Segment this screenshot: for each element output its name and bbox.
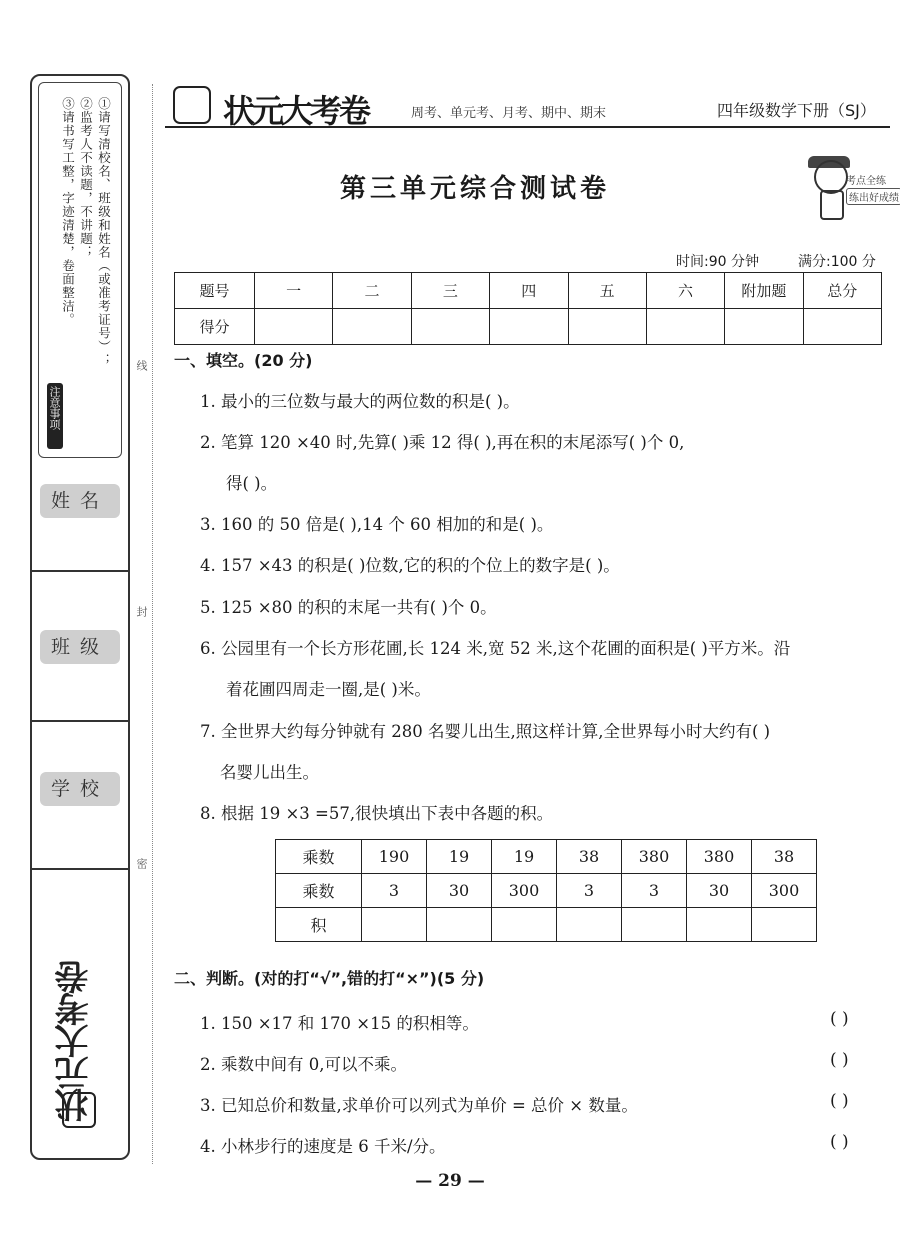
page-header bbox=[165, 82, 890, 130]
table-cell: 乘数 bbox=[276, 840, 362, 874]
table-cell: 3 bbox=[622, 874, 687, 908]
cut-label-line: 线 bbox=[135, 360, 148, 371]
question-item: 3. 已知总价和数量,求单价可以列式为单价 = 总价 × 数量。 bbox=[200, 1096, 638, 1115]
table-cell: 300 bbox=[752, 874, 817, 908]
table-cell: 3 bbox=[557, 874, 622, 908]
answer-paren[interactable]: ( ) bbox=[830, 1050, 849, 1070]
section-heading: 一、填空。(20 分) bbox=[174, 351, 313, 370]
table-cell: 19 bbox=[492, 840, 557, 874]
binding-strip bbox=[30, 74, 130, 1160]
score-input[interactable] bbox=[803, 309, 881, 345]
question-item: 2. 笔算 120 ×40 时,先算( )乘 12 得( ),再在积的末尾添写( )个 0, bbox=[200, 433, 685, 452]
notes-badge: 注意事项 bbox=[47, 383, 63, 449]
question-item: 8. 根据 19 ×3 =57,很快填出下表中各题的积。 bbox=[200, 804, 554, 823]
table-cell: 190 bbox=[362, 840, 427, 874]
answer-cell[interactable] bbox=[752, 908, 817, 942]
cut-label-seal: 封 bbox=[135, 606, 148, 617]
note-line-3: ③请书写工整，字迹清楚，卷面整洁。 bbox=[60, 97, 76, 327]
page-title: 第三单元综合测试卷 bbox=[340, 174, 611, 204]
page-number: — 29 — bbox=[415, 1171, 485, 1191]
mascot-image: 考点全练 练出好成绩 bbox=[806, 156, 882, 220]
school-field[interactable]: 学校 bbox=[40, 772, 120, 806]
table-cell: 三 bbox=[411, 273, 489, 309]
answer-cell[interactable] bbox=[557, 908, 622, 942]
score-input[interactable] bbox=[646, 309, 724, 345]
answer-cell[interactable] bbox=[427, 908, 492, 942]
question-item: 着花圃四周走一圈,是( )米。 bbox=[226, 680, 431, 699]
score-input[interactable] bbox=[333, 309, 411, 345]
class-field[interactable]: 班级 bbox=[40, 630, 120, 664]
table-cell: 3 bbox=[362, 874, 427, 908]
note-line-2: ②监考人不读题，不讲题； bbox=[78, 97, 94, 259]
answer-cell[interactable] bbox=[622, 908, 687, 942]
table-cell: 38 bbox=[557, 840, 622, 874]
table-cell: 五 bbox=[568, 273, 646, 309]
question-item: 1. 最小的三位数与最大的两位数的积是( )。 bbox=[200, 392, 520, 411]
question-item: 2. 乘数中间有 0,可以不乘。 bbox=[200, 1055, 407, 1074]
score-table bbox=[174, 272, 882, 345]
table-cell: 38 bbox=[752, 840, 817, 874]
product-table bbox=[275, 839, 817, 942]
note-line-1: ①请写清校名、班级和姓名（或准考证号）； bbox=[96, 97, 112, 367]
header-slogan: 周考、单元考、月考、期中、期末 bbox=[411, 106, 607, 121]
table-cell: 四 bbox=[490, 273, 568, 309]
table-cell: 附加题 bbox=[725, 273, 803, 309]
score-input[interactable] bbox=[568, 309, 646, 345]
table-cell: 积 bbox=[276, 908, 362, 942]
table-row bbox=[175, 309, 882, 345]
table-cell: 六 bbox=[646, 273, 724, 309]
exam-time: 时间:90 分钟 bbox=[676, 254, 759, 270]
cut-label-secret: 密 bbox=[135, 858, 148, 869]
header-rule bbox=[165, 126, 890, 128]
table-row bbox=[276, 908, 817, 942]
table-cell: 总分 bbox=[803, 273, 881, 309]
brand-name: 状元大考卷 bbox=[223, 92, 369, 130]
table-row bbox=[276, 874, 817, 908]
answer-cell[interactable] bbox=[492, 908, 557, 942]
question-item: 5. 125 ×80 的积的末尾一共有( )个 0。 bbox=[200, 598, 497, 617]
table-cell: 乘数 bbox=[276, 874, 362, 908]
answer-cell[interactable] bbox=[362, 908, 427, 942]
section-heading: 二、判断。(对的打“√”,错的打“×”)(5 分) bbox=[174, 969, 485, 988]
table-cell: 题号 bbox=[175, 273, 255, 309]
table-cell: 19 bbox=[427, 840, 492, 874]
question-item: 3. 160 的 50 倍是( ),14 个 60 相加的和是( )。 bbox=[200, 515, 554, 534]
table-cell: 30 bbox=[427, 874, 492, 908]
answer-paren[interactable]: ( ) bbox=[830, 1009, 849, 1029]
question-item: 7. 全世界大约每分钟就有 280 名婴儿出生,照这样计算,全世界每小时大约有( ) bbox=[200, 722, 771, 741]
question-item: 1. 150 ×17 和 170 ×15 的积相等。 bbox=[200, 1014, 479, 1033]
name-field[interactable]: 姓名 bbox=[40, 484, 120, 518]
full-score: 满分:100 分 bbox=[798, 254, 876, 270]
table-cell: 300 bbox=[492, 874, 557, 908]
table-cell: 二 bbox=[333, 273, 411, 309]
score-input[interactable] bbox=[255, 309, 333, 345]
grade-label: 四年级数学下册（SJ） bbox=[717, 101, 876, 120]
answer-cell[interactable] bbox=[687, 908, 752, 942]
brand-logo-icon bbox=[173, 86, 211, 124]
question-item: 4. 小林步行的速度是 6 千米/分。 bbox=[200, 1137, 446, 1156]
side-logo: 状元大考卷 bbox=[50, 916, 110, 1146]
answer-paren[interactable]: ( ) bbox=[830, 1132, 849, 1152]
score-input[interactable] bbox=[411, 309, 489, 345]
table-row bbox=[175, 273, 882, 309]
table-cell: 380 bbox=[687, 840, 752, 874]
question-item: 4. 157 ×43 的积是( )位数,它的积的个位上的数字是( )。 bbox=[200, 556, 620, 575]
cut-line bbox=[152, 84, 153, 1164]
question-item: 名婴儿出生。 bbox=[220, 763, 319, 782]
exam-notes bbox=[38, 82, 122, 458]
brand-mark-icon bbox=[62, 1092, 96, 1128]
question-item: 得( )。 bbox=[226, 474, 278, 493]
answer-paren[interactable]: ( ) bbox=[830, 1091, 849, 1111]
score-input[interactable] bbox=[725, 309, 803, 345]
question-item: 6. 公园里有一个长方形花圃,长 124 米,宽 52 米,这个花圃的面积是( )平方米。沿 bbox=[200, 639, 791, 658]
table-cell: 一 bbox=[255, 273, 333, 309]
table-cell: 30 bbox=[687, 874, 752, 908]
table-cell: 得分 bbox=[175, 309, 255, 345]
score-input[interactable] bbox=[490, 309, 568, 345]
table-cell: 380 bbox=[622, 840, 687, 874]
table-row bbox=[276, 840, 817, 874]
